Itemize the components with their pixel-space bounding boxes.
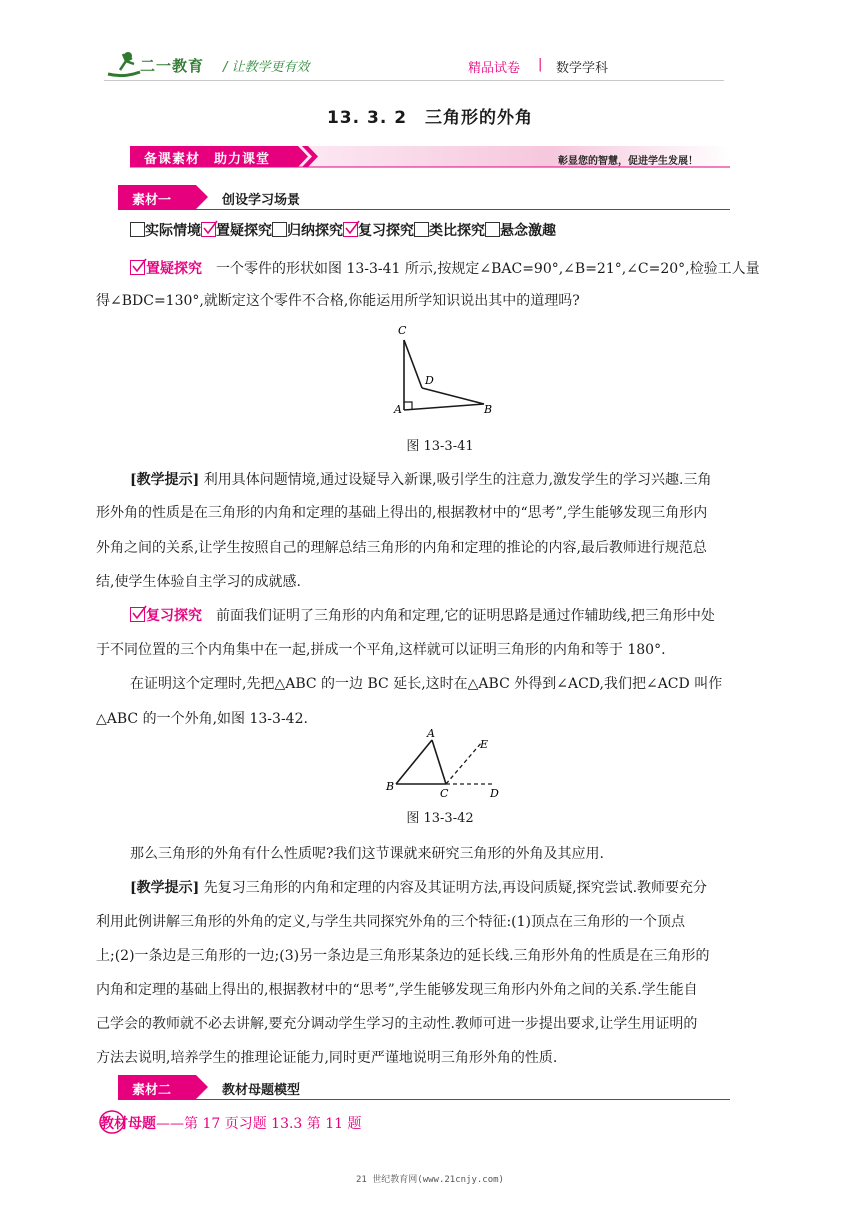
- checkbox-icon: [130, 222, 145, 237]
- teaching-tip-2-line-6: 方法去说明,培养学生的推理论证能力,同时更严谨地说明三角形外角的性质.: [96, 1050, 558, 1066]
- figure-13-3-41: [380, 318, 510, 422]
- paragraph-3-line-2: △ABC 的一个外角,如图 13-3-42.: [96, 711, 308, 727]
- paragraph-3-line-1: 在证明这个定理时,先把△ABC 的一边 BC 延长,这时在△ABC 外得到∠ACD,我们把∠ACD 叫作: [130, 676, 723, 692]
- source-label: 教材母题: [100, 1116, 156, 1132]
- source-line: [100, 1113, 362, 1133]
- teaching-tip-1-line-4: 结,使学生体验自主学习的成就感.: [96, 574, 301, 590]
- point-label: C: [398, 324, 407, 337]
- paragraph-text: 先复习三角形的内角和定理的内容及其证明方法,再设问质疑,探究尝试.教师要充分: [199, 880, 708, 896]
- teaching-tip-1-line-3: 外角之间的关系,让学生按照自己的理解总结三角形的内角和定理的推论的内容,最后教师进行规范总: [96, 540, 707, 556]
- banner-tagline: 彰显您的智慧，促进学生发展！: [558, 156, 698, 167]
- header-slogan: / 让教学更有效: [223, 60, 310, 75]
- inquiry-label: 复习探究: [146, 608, 202, 624]
- teaching-tip-2-line-3: 上;(2)一条边是三角形的一边;(3)另一条边是三角形某条边的延长线.三角形外角的性质是在三角形的: [96, 948, 710, 964]
- header-divider: [104, 80, 724, 81]
- point-label: B: [484, 403, 493, 416]
- inquiry-type-item: 实际情境: [145, 223, 201, 239]
- section2-label: 素材二: [132, 1083, 172, 1098]
- teaching-tip-1-line-1: [130, 469, 712, 489]
- doc-type-label: 精品试卷: [468, 61, 521, 76]
- paragraph-2-line-1: [130, 605, 715, 625]
- header-separator: |: [538, 57, 543, 72]
- paragraph-text: 前面我们证明了三角形的内角和定理,它的证明思路是通过作辅助线,把三角形中处: [202, 608, 715, 624]
- section1-divider: [118, 209, 730, 210]
- point-label: D: [425, 374, 434, 387]
- teaching-tip-2-line-5: 己学会的教师就不必去讲解,要充分调动学生学习的主动性.教师可进一步提出要求,让学生用证明的: [96, 1016, 698, 1032]
- checked-checkbox-icon: [343, 222, 358, 237]
- teaching-tip-label: [教学提示]: [130, 880, 200, 896]
- page-footer: 21 世纪教育网(www.21cnjy.com): [356, 1175, 504, 1185]
- checkbox-icon: [485, 222, 500, 237]
- paragraph-4: 那么三角形的外角有什么性质呢?我们这节课就来研究三角形的外角及其应用.: [130, 846, 604, 862]
- inquiry-type-item: 类比探究: [429, 223, 485, 239]
- figure-caption: 图 13-3-41: [406, 439, 474, 454]
- figure-13-3-42: [380, 726, 510, 800]
- paragraph-1-line-1: [130, 258, 760, 278]
- inquiry-type-item: 归纳探究: [287, 223, 343, 239]
- teaching-tip-1-line-2: 形外角的性质是在三角形的内角和定理的基础上得出的,根据教材中的“思考”,学生能够发现三角形内: [96, 505, 708, 521]
- inquiry-label: 置疑探究: [146, 261, 202, 277]
- point-label: B: [386, 780, 395, 793]
- checked-checkbox-icon: [201, 222, 216, 237]
- logo-text: 二一教育: [140, 57, 205, 75]
- section1-label: 素材一: [132, 193, 172, 208]
- checkbox-icon: [414, 222, 429, 237]
- point-label: A: [427, 727, 435, 740]
- inquiry-type-item: 置疑探究: [216, 223, 272, 239]
- checked-checkbox-icon: [130, 260, 145, 275]
- section2-divider: [118, 1099, 730, 1100]
- section2-title: 教材母题模型: [222, 1083, 301, 1098]
- paragraph-text: 一个零件的形状如图 13-3-41 所示,按规定∠BAC=90°,∠B=21°,∠C=20°,检验工人量: [202, 261, 760, 277]
- teaching-tip-2-line-1: [130, 877, 707, 897]
- page-title: 13. 3. 2 三角形的外角: [326, 108, 534, 128]
- inquiry-type-item: 悬念激趣: [500, 223, 556, 239]
- teaching-tip-2-line-4: 内角和定理的基础上得出的,根据教材中的“思考”,学生能够发现三角形内外角之间的关系.学生能自: [96, 982, 698, 998]
- inquiry-type-item: 复习探究: [358, 223, 414, 239]
- point-label: C: [440, 787, 449, 800]
- teaching-tip-2-line-2: 利用此例讲解三角形的外角的定义,与学生共同探究外角的三个特征:(1)顶点在三角形的一个顶点: [96, 914, 685, 930]
- source-text: ——第 17 页习题 13.3 第 11 题: [156, 1116, 362, 1132]
- figure-caption: 图 13-3-42: [406, 811, 474, 826]
- paragraph-text: 利用具体问题情境,通过设疑导入新课,吸引学生的注意力,激发学生的学习兴趣.三角: [199, 472, 712, 488]
- section1-title: 创设学习场景: [222, 193, 301, 208]
- teaching-tip-label: [教学提示]: [130, 472, 200, 488]
- paragraph-1-line-2: 得∠BDC=130°,就断定这个零件不合格,你能运用所学知识说出其中的道理吗?: [96, 293, 580, 309]
- checked-checkbox-icon: [130, 607, 145, 622]
- point-label: A: [394, 403, 402, 416]
- banner-title: 备课素材 助力课堂: [144, 152, 271, 167]
- point-label: D: [490, 787, 499, 800]
- paragraph-2-line-2: 于不同位置的三个内角集中在一起,拼成一个平角,这样就可以证明三角形的内角和等于 180°.: [96, 642, 666, 658]
- inquiry-type-list: [130, 220, 556, 240]
- subject-label: 数学学科: [556, 61, 609, 76]
- point-label: E: [480, 738, 489, 751]
- checkbox-icon: [272, 222, 287, 237]
